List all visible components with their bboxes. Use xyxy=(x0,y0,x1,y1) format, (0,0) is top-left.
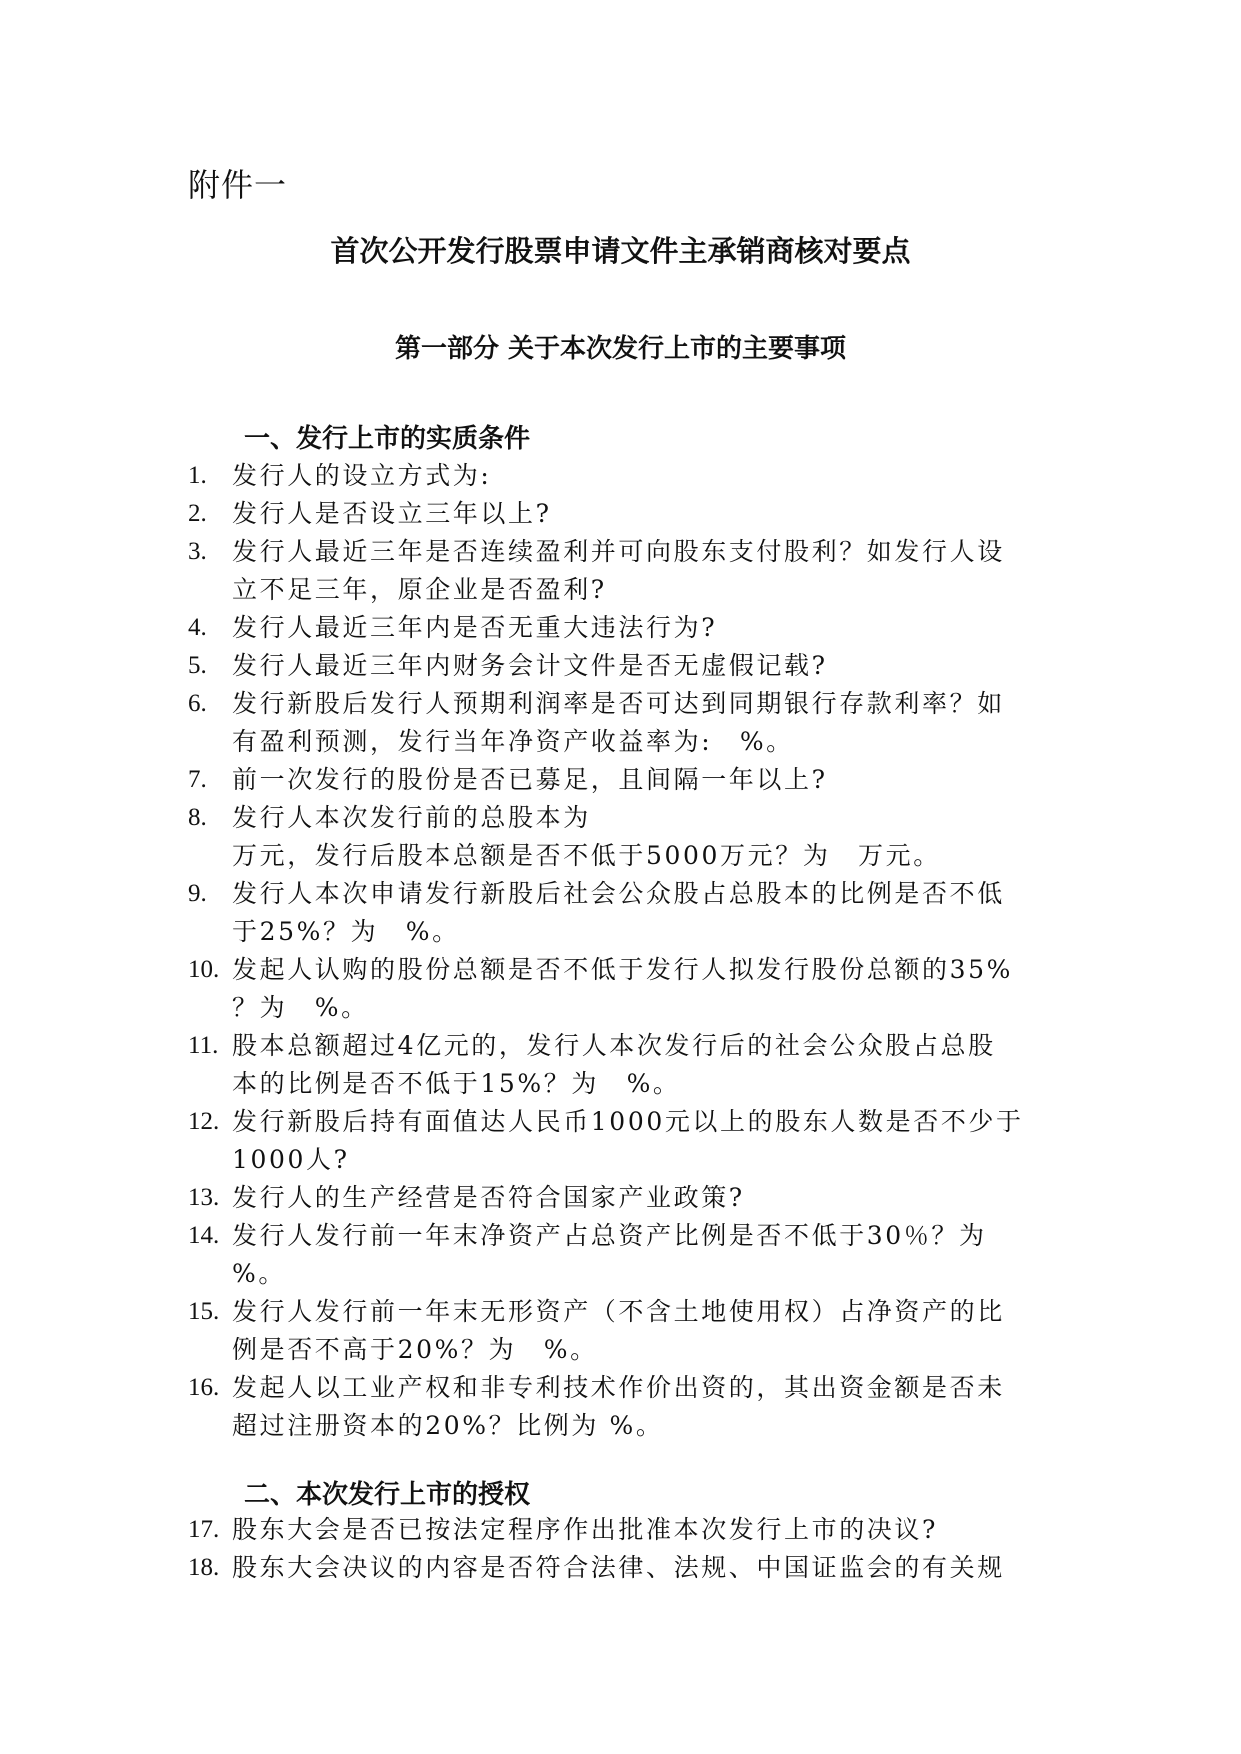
item-number: 13. xyxy=(188,1184,220,1211)
item-text-line: 发行人发行前一年末无形资产（不含土地使用权）占净资产的比 xyxy=(232,1297,1005,1326)
item-number: 6. xyxy=(188,690,207,717)
item-text-line: ？为 %。 xyxy=(232,993,369,1022)
part-title: 第一部分 关于本次发行上市的主要事项 xyxy=(394,334,847,364)
item-number: 16. xyxy=(188,1374,220,1401)
item-text-line: 前一次发行的股份是否已募足，且间隔一年以上? xyxy=(232,765,828,794)
item-text-line: 本的比例是否不低于15%？为 %。 xyxy=(232,1069,681,1098)
list-item xyxy=(188,875,1058,951)
item-number: 2. xyxy=(188,500,207,527)
item-text-line: 万元，发行后股本总额是否不低于5000万元？为 万元。 xyxy=(232,841,941,870)
attachment-label: 附件一 xyxy=(188,166,288,204)
list-item xyxy=(188,1217,1058,1293)
list-item xyxy=(188,761,1058,799)
item-text-line: 于25%？为 %。 xyxy=(232,917,460,946)
item-number: 17. xyxy=(188,1516,220,1543)
list-item xyxy=(188,1103,1058,1179)
list-item xyxy=(188,609,1058,647)
item-text-line: 发行人本次申请发行新股后社会公众股占总股本的比例是否不低 xyxy=(232,879,1005,908)
item-text-line: 发行人最近三年内是否无重大违法行为? xyxy=(232,613,718,642)
item-number: 3. xyxy=(188,538,207,565)
document-title: 首次公开发行股票申请文件主承销商核对要点 xyxy=(330,234,911,268)
item-text-line: 股本总额超过4亿元的，发行人本次发行后的社会公众股占总股 xyxy=(232,1031,996,1060)
list-item xyxy=(188,1369,1058,1445)
item-text-line: 发行人本次发行前的总股本为 xyxy=(232,803,591,832)
checklist xyxy=(188,457,1058,1445)
item-number: 9. xyxy=(188,880,207,907)
list-item xyxy=(188,799,1058,875)
list-item xyxy=(188,495,1058,533)
item-text-line: 发行人是否设立三年以上? xyxy=(232,499,552,528)
item-number: 8. xyxy=(188,804,207,831)
item-number: 12. xyxy=(188,1108,220,1135)
list-item xyxy=(188,1179,1058,1217)
item-number: 5. xyxy=(188,652,207,679)
item-number: 7. xyxy=(188,766,207,793)
item-number: 11. xyxy=(188,1032,219,1059)
list-item xyxy=(188,647,1058,685)
checklist xyxy=(188,1511,1058,1587)
list-item xyxy=(188,1511,1058,1549)
item-number: 10. xyxy=(188,956,220,983)
item-text-line: 发行人最近三年内财务会计文件是否无虚假记载? xyxy=(232,651,828,680)
item-text-line: 超过注册资本的20%？比例为 %。 xyxy=(232,1411,664,1440)
item-number: 4. xyxy=(188,614,207,641)
list-item xyxy=(188,457,1058,495)
list-item xyxy=(188,1027,1058,1103)
item-text-line: 发行人最近三年是否连续盈利并可向股东支付股利？如发行人设 xyxy=(232,537,1005,566)
list-item xyxy=(188,685,1058,761)
list-item xyxy=(188,951,1058,1027)
item-number: 14. xyxy=(188,1222,220,1249)
item-text-line: 发行人发行前一年末净资产占总资产比例是否不低于30％？为 xyxy=(232,1221,987,1250)
list-item xyxy=(188,1293,1058,1369)
item-text-line: 发行人的设立方式为: xyxy=(232,461,492,490)
item-text-line: 立不足三年，原企业是否盈利? xyxy=(232,575,607,604)
section-heading: 二、本次发行上市的授权 xyxy=(244,1480,531,1510)
item-text-line: 例是否不高于20%？为 %。 xyxy=(232,1335,598,1364)
item-text-line: 发起人以工业产权和非专利技术作价出资的，其出资金额是否未 xyxy=(232,1373,1005,1402)
item-text-line: 股东大会是否已按法定程序作出批准本次发行上市的决议? xyxy=(232,1515,939,1544)
list-item xyxy=(188,1549,1058,1587)
item-text-line: %。 xyxy=(232,1259,286,1288)
item-text-line: 股东大会决议的内容是否符合法律、法规、中国证监会的有关规 xyxy=(232,1553,1005,1582)
item-text-line: 发起人认购的股份总额是否不低于发行人拟发行股份总额的35% xyxy=(232,955,1013,984)
item-text-line: 发行人的生产经营是否符合国家产业政策? xyxy=(232,1183,745,1212)
item-text-line: 发行新股后发行人预期利润率是否可达到同期银行存款利率？如 xyxy=(232,689,1005,718)
item-number: 18. xyxy=(188,1554,220,1581)
item-text-line: 发行新股后持有面值达人民币1000元以上的股东人数是否不少于 xyxy=(232,1107,1024,1136)
section-heading: 一、发行上市的实质条件 xyxy=(244,424,531,454)
item-number: 1. xyxy=(188,462,207,489)
item-text-line: 1000人? xyxy=(232,1145,350,1174)
item-number: 15. xyxy=(188,1298,220,1325)
item-text-line: 有盈利预测，发行当年净资产收益率为: %。 xyxy=(232,727,794,756)
list-item xyxy=(188,533,1058,609)
